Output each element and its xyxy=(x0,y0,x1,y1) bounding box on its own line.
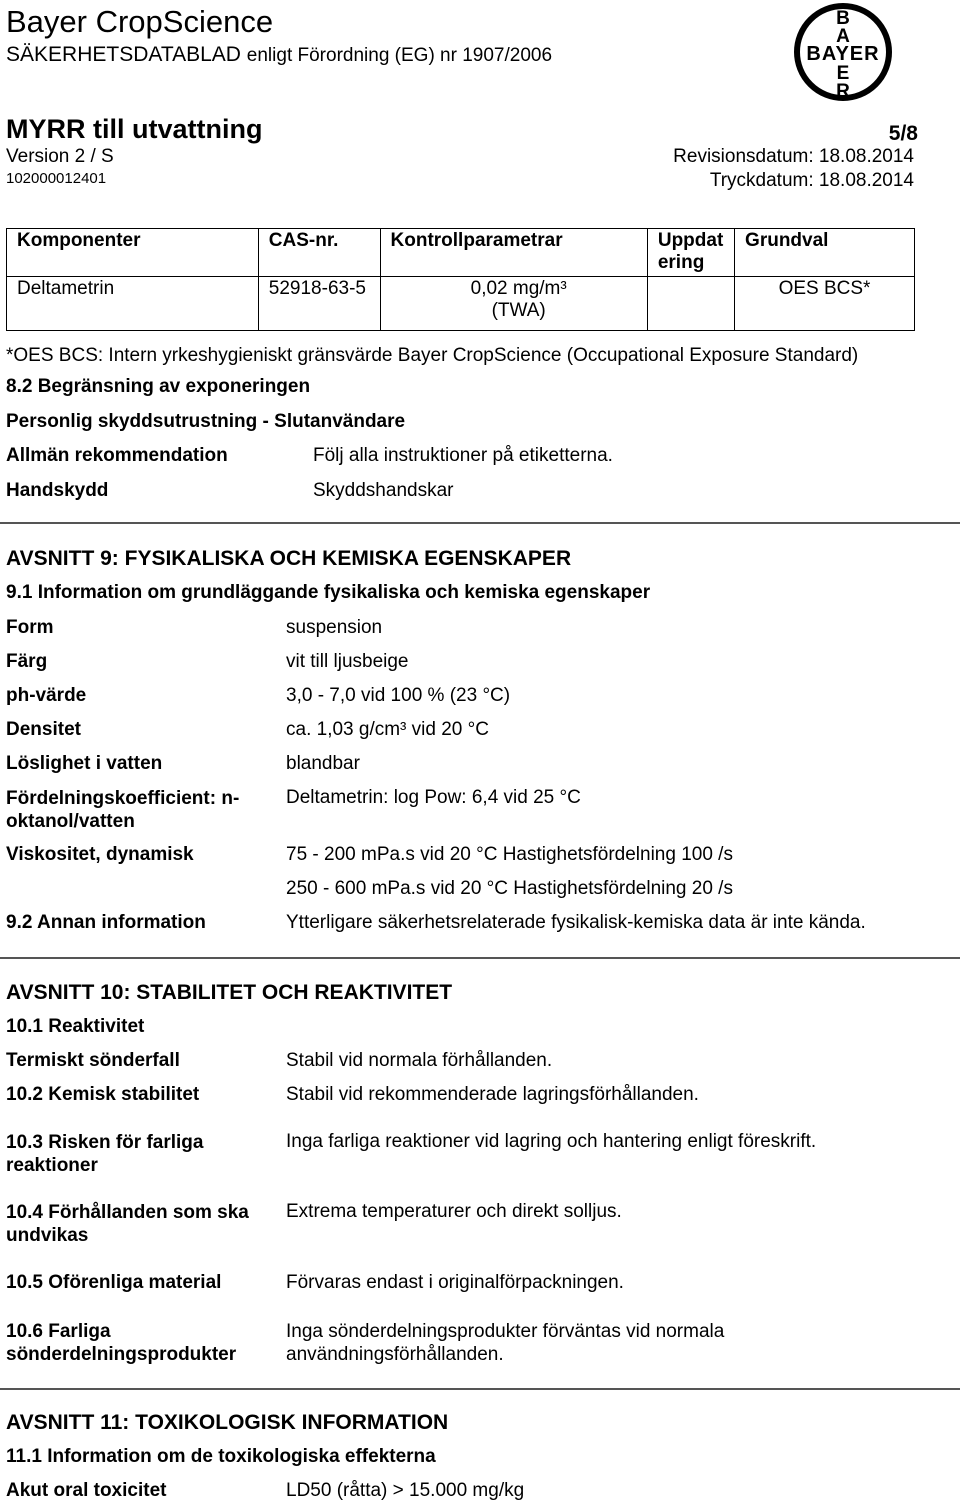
table-header-row xyxy=(7,229,915,277)
item-value: Extrema temperaturer och direkt solljus. xyxy=(286,1201,622,1222)
header-basis: Grundval xyxy=(735,229,915,277)
item-value: Stabil vid rekommenderade lagringsförhållanden. xyxy=(286,1084,699,1105)
company-name: Bayer CropScience xyxy=(6,4,274,39)
item-label: Viskositet, dynamisk xyxy=(6,844,194,865)
regulation-reference: enligt Förordning (EG) nr 1907/2006 xyxy=(246,45,553,66)
item-value: 3,0 - 7,0 vid 100 % (23 °C) xyxy=(286,685,511,706)
item-label: Densitet xyxy=(6,719,81,740)
section-divider xyxy=(0,957,960,959)
cell-cas: 52918-63-5 xyxy=(258,277,380,331)
item-value: Deltametrin: log Pow: 6,4 vid 25 °C xyxy=(286,787,581,808)
item-label: Form xyxy=(6,617,54,638)
item-label: Termiskt sönderfall xyxy=(6,1050,180,1071)
item-value: 75 - 200 mPa.s vid 20 °C Hastighetsfördelning 100 /s xyxy=(286,844,733,865)
section-10-1-heading: 10.1 Reaktivitet xyxy=(6,1016,145,1037)
item-label: Löslighet i vatten xyxy=(6,753,163,774)
page-number: 5/8 xyxy=(888,122,918,145)
svg-text:B: B xyxy=(836,8,850,29)
header-update: Uppdat ering xyxy=(647,229,734,277)
product-number: 102000012401 xyxy=(6,170,107,187)
print-date: Tryckdatum: 18.08.2014 xyxy=(709,170,914,191)
header-components: Komponenter xyxy=(7,229,259,277)
item-value: Följ alla instruktioner på etiketterna. xyxy=(313,445,613,466)
product-name: MYRR till utvattning xyxy=(6,114,263,144)
item-label: Färg xyxy=(6,651,48,672)
item-value: vit till ljusbeige xyxy=(286,651,409,672)
item-label: 10.4 Förhållanden som ska undvikas xyxy=(6,1202,249,1246)
section-9-1-heading: 9.1 Information om grundläggande fysikaliska och kemiska egenskaper xyxy=(6,582,651,603)
header-cas: CAS-nr. xyxy=(258,229,380,277)
item-value: Förvaras endast i originalförpackningen. xyxy=(286,1272,624,1293)
item-value: blandbar xyxy=(286,753,360,774)
document-type: SÄKERHETSDATABLAD xyxy=(6,43,241,66)
item-label: 10.3 Risken för farliga reaktioner xyxy=(6,1132,204,1176)
item-value: Inga farliga reaktioner vid lagring och hantering enligt föreskrift. xyxy=(286,1131,817,1152)
section-9-title: AVSNITT 9: FYSIKALISKA OCH KEMISKA EGENSKAPER xyxy=(6,547,572,570)
cell-basis: OES BCS* xyxy=(735,277,915,331)
cell-component: Deltametrin xyxy=(7,277,259,331)
item-value: ca. 1,03 g/cm³ vid 20 °C xyxy=(286,719,489,740)
item-value: Ytterligare säkerhetsrelaterade fysikalisk-kemiska data är inte kända. xyxy=(286,912,866,933)
components-table xyxy=(6,228,915,331)
section-11-title: AVSNITT 11: TOXIKOLOGISK INFORMATION xyxy=(6,1411,449,1434)
item-label: 10.6 Farliga sönderdelningsprodukter xyxy=(6,1321,237,1365)
version: Version 2 / S xyxy=(6,146,114,167)
svg-text:R: R xyxy=(836,81,850,102)
item-value: Inga sönderdelningsprodukter förväntas vid normala användningsförhållanden. xyxy=(286,1321,725,1365)
item-label: 10.2 Kemisk stabilitet xyxy=(6,1084,200,1105)
item-value: Stabil vid normala förhållanden. xyxy=(286,1050,553,1071)
bayer-logo xyxy=(793,2,893,102)
section-divider xyxy=(0,522,960,524)
cell-control: 0,02 mg/m³ (TWA) xyxy=(380,277,647,331)
cell-update xyxy=(647,277,734,331)
svg-text:A: A xyxy=(836,26,850,47)
section-8-2-heading: 8.2 Begränsning av exponeringen xyxy=(6,376,311,397)
section-divider xyxy=(0,1388,960,1390)
item-label: Akut oral toxicitet xyxy=(6,1480,167,1501)
svg-text:E: E xyxy=(836,63,850,84)
item-label: Handskydd xyxy=(6,480,109,501)
item-value: suspension xyxy=(286,617,383,638)
item-value: 250 - 600 mPa.s vid 20 °C Hastighetsfördelning 20 /s xyxy=(286,878,733,899)
section-10-title: AVSNITT 10: STABILITET OCH REAKTIVITET xyxy=(6,981,453,1004)
section-11-1-heading: 11.1 Information om de toxikologiska effekterna xyxy=(6,1446,436,1467)
item-label: ph-värde xyxy=(6,685,87,706)
item-value: LD50 (råtta) > 15.000 mg/kg xyxy=(286,1480,525,1501)
item-label: 10.5 Oförenliga material xyxy=(6,1272,222,1293)
table-footnote: *OES BCS: Intern yrkeshygieniskt gränsvärde Bayer CropScience (Occupational Exposure Standard) xyxy=(6,345,859,366)
logo-wordmark: BAYER xyxy=(806,43,880,65)
revision-date: Revisionsdatum: 18.08.2014 xyxy=(673,146,914,167)
item-label: Fördelningskoefficient: n-oktanol/vatten xyxy=(6,788,240,832)
item-value: Skyddshandskar xyxy=(313,480,454,501)
document-subtitle xyxy=(6,43,552,67)
section-8-2-subheading: Personlig skyddsutrustning - Slutanvändare xyxy=(6,411,406,432)
item-label: 9.2 Annan information xyxy=(6,912,206,933)
table-row xyxy=(7,277,915,331)
item-label: Allmän rekommendation xyxy=(6,445,228,466)
header-control: Kontrollparametrar xyxy=(380,229,647,277)
